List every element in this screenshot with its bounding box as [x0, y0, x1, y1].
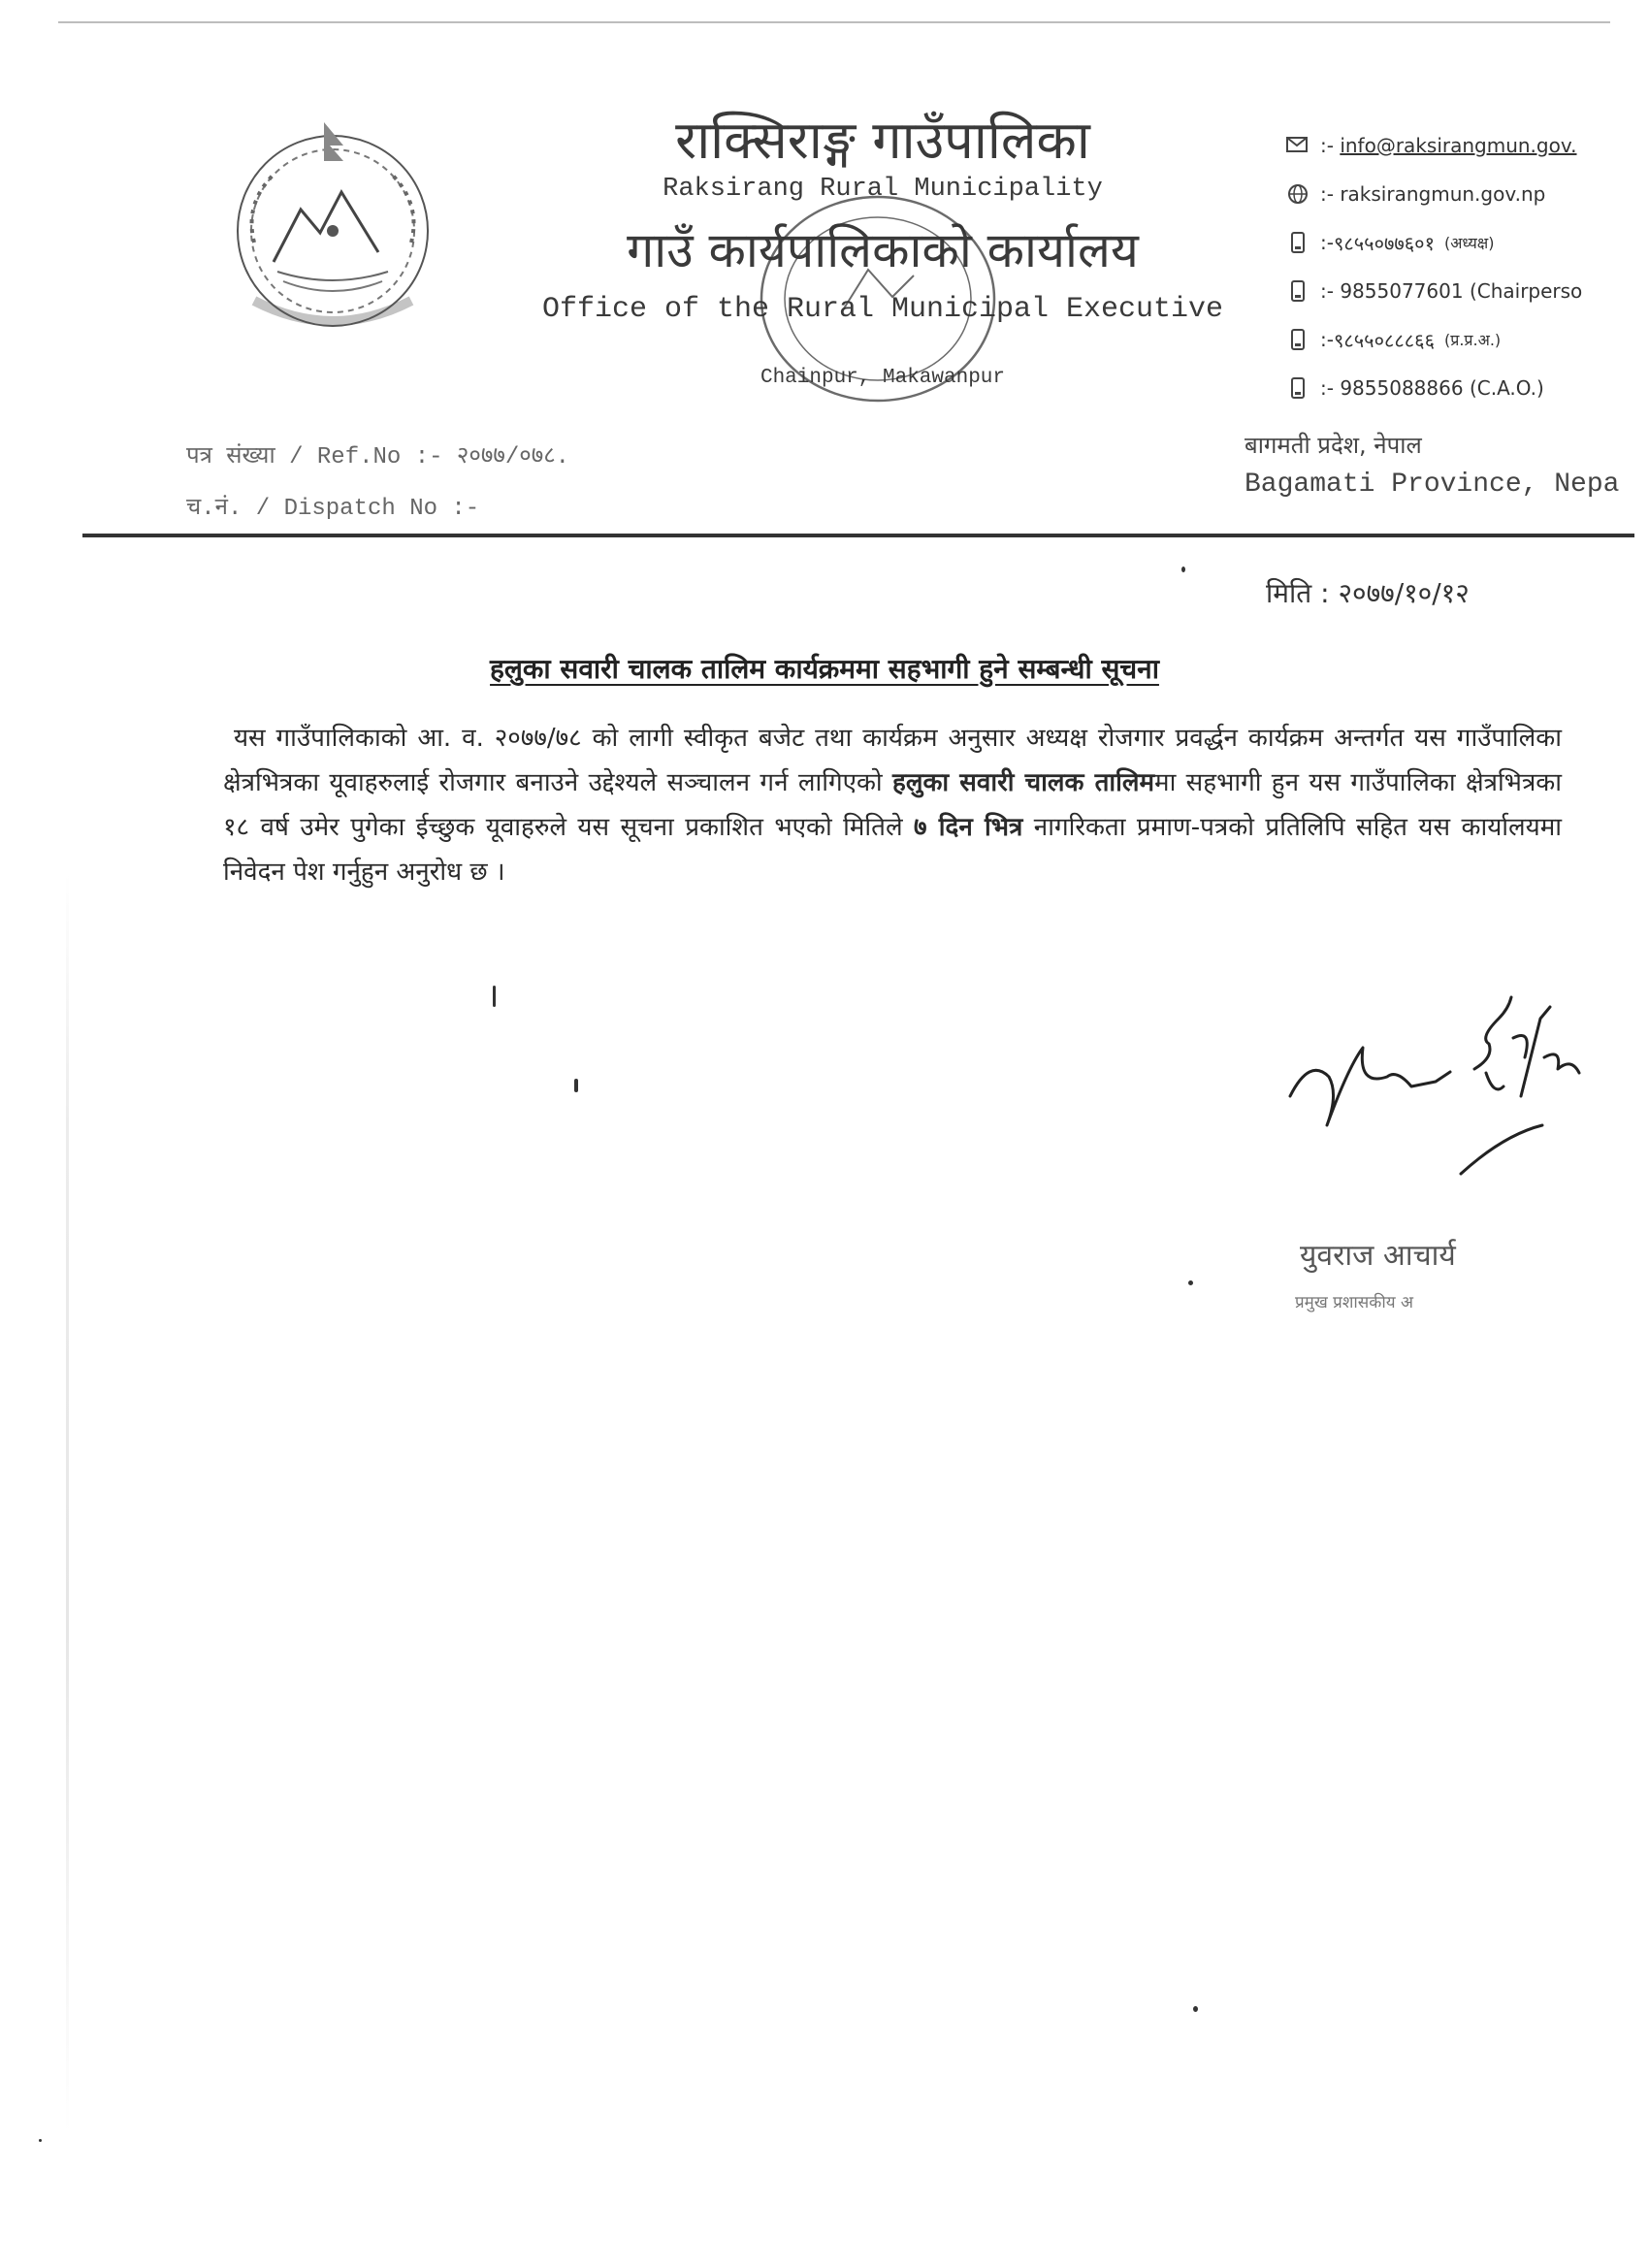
body-text: यस गाउँपालिकाको आ. व. २०७७/७८ को लागी स्वीकृत बजेट तथा कार्यक्रम अनुसार अध्यक्ष रोजगार प्रवर्द्धन कार्यक्रम अन्तर्गत यस गाउँपालिका क्षेत्रभित्रका यूवाहरुलाई रोजगार बनाउने उद्देश्यले सञ्चालन गर्न लागिएको: [223, 724, 1562, 797]
province-english: Bagamati Province, Nepa: [1245, 470, 1620, 500]
scan-speck: [39, 2139, 42, 2142]
body-text: मा सहभागी हुन यस गाउँपालिका क्षेत्रभित्रका १८ वर्ष उमेर पुगेका ईच्छुक यूवाहरुले यस सूचना प्रकाशित भएको मितिले: [223, 768, 1563, 842]
contact-website: [1285, 170, 1649, 218]
phone-icon: [1285, 327, 1310, 352]
municipality-name-english: Raksirang Rural Municipality: [663, 175, 1103, 204]
contact-phone: [1285, 267, 1649, 315]
email-address[interactable]: info@raksirangmun.gov.: [1340, 134, 1577, 157]
body-text: नागरिकता प्रमाण-पत्रको प्रतिलिपि सहित यस कार्यालयमा निवेदन पेश गर्नुहुन अनुरोध छ ।: [223, 813, 1563, 887]
website-prefix: :-: [1320, 182, 1334, 206]
phone-number: 9855088866: [1340, 376, 1464, 400]
phone-note: (प्र.प्र.अ.): [1443, 331, 1502, 349]
contact-phone: [1285, 315, 1649, 364]
reference-label: पत्र संख्या / Ref.No :-: [186, 444, 443, 470]
contact-list: [1285, 121, 1649, 412]
scan-edge: [58, 21, 1610, 23]
email-icon: [1285, 133, 1310, 158]
phone-prefix: :-: [1320, 231, 1334, 254]
notice-subject: हलुका सवारी चालक तालिम कार्यक्रममा सहभागी हुने सम्बन्धी सूचना: [490, 653, 1159, 685]
scan-speck: [1181, 567, 1185, 572]
contact-phone: [1285, 364, 1649, 412]
province-nepali: बागमती प्रदेश, नेपाल: [1245, 432, 1422, 459]
office-name-nepali: गाउँ कार्यपालिकाको कार्यालय: [627, 222, 1139, 278]
phone-icon: [1285, 278, 1310, 304]
contact-phone: [1285, 218, 1649, 267]
reference-value: २०७७/०७८.: [456, 444, 570, 470]
scan-speck: [574, 1079, 578, 1092]
reference-number: [186, 438, 569, 470]
date-value: २०७७/१०/१२: [1338, 577, 1470, 609]
globe-icon: [1285, 181, 1310, 207]
signatory-name: युवराज आचार्य: [1300, 1239, 1456, 1273]
phone-prefix: :-: [1320, 328, 1334, 351]
signature-icon: [1271, 980, 1600, 1193]
office-name-english: Office of the Rural Municipal Executive: [541, 293, 1224, 326]
phone-note: (C.A.O.): [1469, 376, 1544, 400]
phone-number: 9855077601: [1340, 279, 1464, 303]
contact-email: [1285, 121, 1649, 170]
scan-speck: [1193, 2006, 1198, 2012]
phone-note: (Chairperso: [1469, 279, 1583, 303]
nepal-emblem-icon: [215, 116, 450, 341]
scan-speck: [1188, 1280, 1193, 1285]
date-label: मिति :: [1266, 577, 1330, 609]
letter-date: [1266, 574, 1470, 611]
dispatch-label: च.नं. / Dispatch No :-: [186, 496, 480, 522]
signatory-title: प्रमुख प्रशासकीय अ: [1295, 1293, 1413, 1312]
body-bold-training: हलुका सवारी चालक तालिम: [892, 768, 1155, 797]
header-divider: [82, 534, 1634, 537]
website-url[interactable]: raksirangmun.gov.np: [1340, 182, 1546, 206]
dispatch-number: [186, 490, 479, 522]
phone-note: (अध्यक्ष): [1443, 234, 1495, 252]
phone-icon: [1285, 230, 1310, 255]
notice-body: [223, 716, 1562, 894]
phone-icon: [1285, 375, 1310, 401]
phone-prefix: :-: [1320, 376, 1334, 400]
scan-shadow: [66, 873, 69, 2134]
email-prefix: :-: [1320, 134, 1334, 157]
phone-number: ९८५५०७७६०१: [1333, 231, 1435, 255]
municipality-name-nepali: राक्सिराङ्ग गाउँपालिका: [675, 110, 1090, 171]
official-stamp-icon: [747, 182, 1009, 415]
phone-prefix: :-: [1320, 279, 1334, 303]
scan-speck: [493, 986, 496, 1007]
body-bold-deadline: ७ दिन भित्र: [914, 813, 1023, 842]
phone-number: ९८५५०८८८६६: [1333, 328, 1435, 352]
office-address: Chainpur, Makawanpur: [760, 367, 1006, 389]
